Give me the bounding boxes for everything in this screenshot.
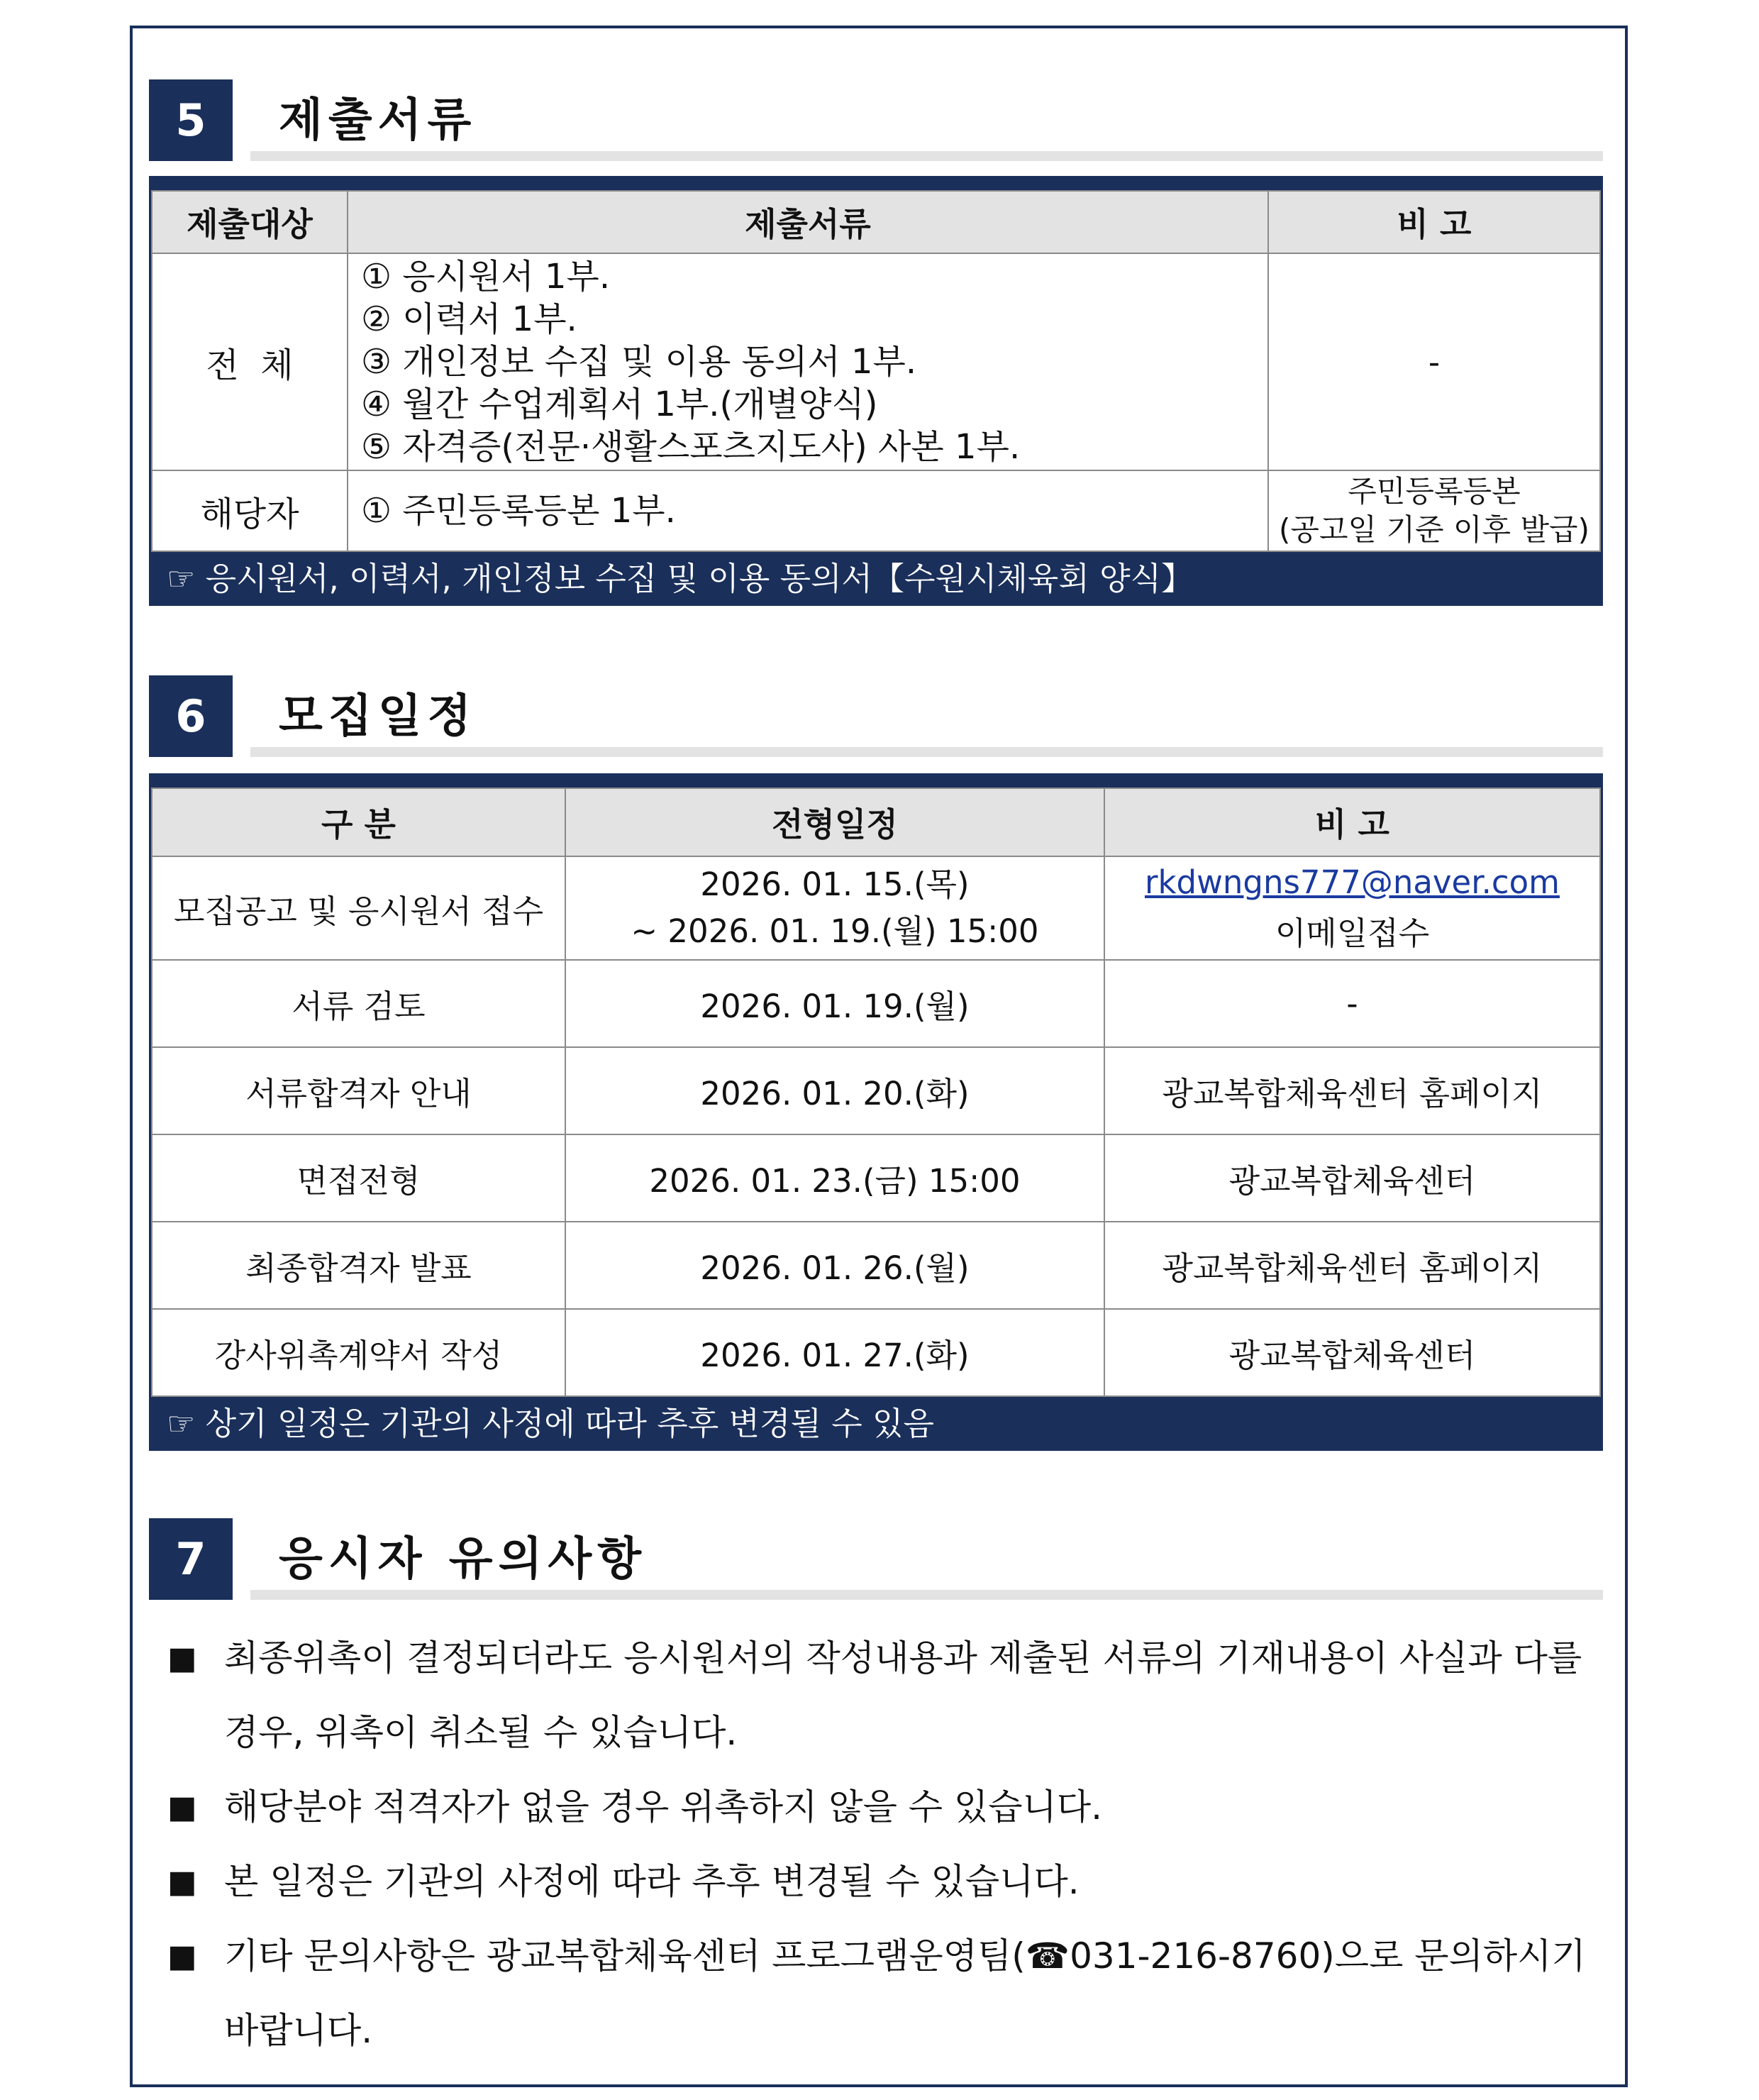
note-line: 주민등록등본 bbox=[1348, 474, 1521, 509]
note-cell: - bbox=[1104, 960, 1600, 1047]
list-item bbox=[165, 1621, 1611, 1770]
section-6-header bbox=[149, 675, 1603, 757]
table-row bbox=[152, 1047, 1600, 1134]
documents-cell bbox=[348, 253, 1268, 470]
note-cell: 광교복합체육센터 홈페이지 bbox=[1104, 1222, 1600, 1309]
date-cell: 2026. 01. 26.(월) bbox=[565, 1222, 1104, 1309]
notice-list bbox=[165, 1621, 1611, 2068]
section-title: 제출서류 bbox=[279, 94, 477, 147]
table-row bbox=[152, 1134, 1600, 1222]
document-item: ② 이력서 1부. bbox=[361, 299, 577, 339]
category-cell: 서류합격자 안내 bbox=[152, 1047, 565, 1134]
section-title: 응시자 유의사항 bbox=[279, 1533, 648, 1586]
section-7-header bbox=[149, 1518, 1603, 1600]
note-line: 이메일접수 bbox=[1275, 914, 1430, 952]
square-bullet-icon: ■ bbox=[167, 1864, 197, 1900]
section-5-header bbox=[149, 79, 1603, 161]
notice-text: 해당분야 적격자가 없을 경우 위촉하지 않을 수 있습니다. bbox=[224, 1786, 1103, 1828]
note-cell: - bbox=[1268, 253, 1600, 470]
section-number: 5 bbox=[149, 79, 233, 161]
note-cell bbox=[1104, 856, 1600, 960]
document-item: ④ 월간 수업계획서 1부.(개별양식) bbox=[361, 385, 878, 424]
date-line: ~ 2026. 01. 19.(월) 15:00 bbox=[631, 912, 1039, 950]
schedule-table bbox=[149, 773, 1603, 1451]
category-cell: 모집공고 및 응시원서 접수 bbox=[152, 856, 565, 960]
date-cell: 2026. 01. 23.(금) 15:00 bbox=[565, 1134, 1104, 1222]
document-item: ① 주민등록등본 1부. bbox=[361, 491, 676, 531]
column-header: 비 고 bbox=[1268, 191, 1600, 253]
table-header-row bbox=[152, 191, 1600, 253]
table-footnote: ☞ 응시원서, 이력서, 개인정보 수집 및 이용 동의서【수원시체육회 양식】 bbox=[151, 552, 1601, 606]
table-row bbox=[152, 856, 1600, 960]
documents-table bbox=[149, 176, 1603, 606]
document-item: ⑤ 자격증(전문·생활스포츠지도사) 사본 1부. bbox=[361, 427, 1021, 467]
column-header: 제출서류 bbox=[348, 191, 1268, 253]
documents-cell bbox=[348, 470, 1268, 551]
email-link[interactable]: rkdwngns777@naver.com bbox=[1144, 863, 1560, 901]
column-header: 구 분 bbox=[152, 788, 565, 856]
section-title: 모집일정 bbox=[279, 690, 477, 743]
list-item bbox=[165, 1845, 1611, 1919]
table-row bbox=[152, 960, 1600, 1047]
target-cell: 전 체 bbox=[152, 253, 348, 470]
table-header-row bbox=[152, 788, 1600, 856]
note-cell: 광교복합체육센터 bbox=[1104, 1134, 1600, 1222]
date-cell: 2026. 01. 20.(화) bbox=[565, 1047, 1104, 1134]
note-cell bbox=[1268, 470, 1600, 551]
date-line: 2026. 01. 15.(목) bbox=[700, 866, 970, 903]
square-bullet-icon: ■ bbox=[167, 1789, 197, 1825]
target-cell: 해당자 bbox=[152, 470, 348, 551]
document-item: ① 응시원서 1부. bbox=[361, 257, 611, 297]
date-cell bbox=[565, 856, 1104, 960]
column-header: 제출대상 bbox=[152, 191, 348, 253]
column-header: 전형일정 bbox=[565, 788, 1104, 856]
list-item bbox=[165, 1919, 1611, 2068]
category-cell: 최종합격자 발표 bbox=[152, 1222, 565, 1309]
section-number: 7 bbox=[149, 1518, 233, 1600]
date-cell: 2026. 01. 27.(화) bbox=[565, 1309, 1104, 1396]
table-row bbox=[152, 1309, 1600, 1396]
square-bullet-icon: ■ bbox=[167, 1640, 197, 1676]
category-cell: 서류 검토 bbox=[152, 960, 565, 1047]
notice-text: 본 일정은 기관의 사정에 따라 추후 변경될 수 있습니다. bbox=[224, 1861, 1080, 1902]
table-row bbox=[152, 253, 1600, 470]
table-row bbox=[152, 470, 1600, 551]
section-underline bbox=[250, 1590, 1603, 1600]
table-row bbox=[152, 1222, 1600, 1309]
column-header: 비 고 bbox=[1104, 788, 1600, 856]
note-cell: 광교복합체육센터 bbox=[1104, 1309, 1600, 1396]
square-bullet-icon: ■ bbox=[167, 1938, 197, 1974]
table-footnote: ☞ 상기 일정은 기관의 사정에 따라 추후 변경될 수 있음 bbox=[151, 1397, 1601, 1451]
category-cell: 면접전형 bbox=[152, 1134, 565, 1222]
section-number: 6 bbox=[149, 675, 233, 757]
category-cell: 강사위촉계약서 작성 bbox=[152, 1309, 565, 1396]
document-item: ③ 개인정보 수집 및 이용 동의서 1부. bbox=[361, 342, 917, 382]
date-cell: 2026. 01. 19.(월) bbox=[565, 960, 1104, 1047]
list-item bbox=[165, 1770, 1611, 1845]
notice-text: 기타 문의사항은 광교복합체육센터 프로그램운영팀(☎031-216-8760)으로 문의하시기 바랍니다. bbox=[224, 1935, 1586, 2051]
note-line: (공고일 기준 이후 발급) bbox=[1279, 512, 1589, 547]
notice-text: 최종위촉이 결정되더라도 응시원서의 작성내용과 제출된 서류의 기재내용이 사실과 다를 경우, 위촉이 취소될 수 있습니다. bbox=[224, 1637, 1582, 1753]
section-underline bbox=[250, 747, 1603, 757]
note-cell: 광교복합체육센터 홈페이지 bbox=[1104, 1047, 1600, 1134]
section-underline bbox=[250, 151, 1603, 161]
